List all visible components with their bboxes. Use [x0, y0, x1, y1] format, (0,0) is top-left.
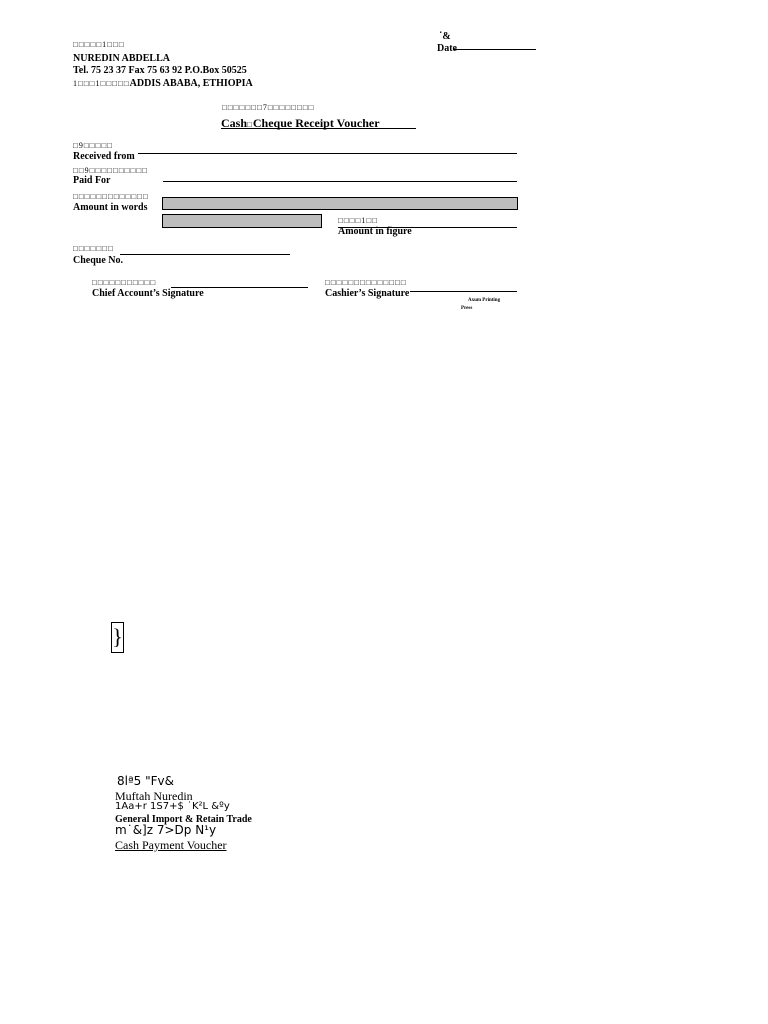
received-from-label: Received from [73, 151, 135, 162]
company-contact: Tel. 75 23 37 Fax 75 63 92 P.O.Box 50525 [73, 65, 247, 76]
amount-words-field[interactable] [162, 197, 518, 210]
footer-garbled-3: m˙&]z 7>Dp N¹y [115, 823, 217, 837]
cashier-signature-garbled: □□□□□□□□□□□□□□ [325, 278, 407, 287]
company-name: NUREDIN ABDELLA [73, 53, 170, 64]
chief-signature-garbled: □□□□□□□□□□□ [92, 278, 157, 287]
printer-credit-line2: Press [461, 306, 473, 311]
date-line[interactable] [453, 49, 536, 50]
address-text: ADDIS ABABA, ETHIOPIA [129, 78, 253, 89]
received-from-line[interactable] [138, 153, 517, 154]
address-garbled-prefix: 1□□□1□□□□□ [73, 79, 130, 88]
amount-words-label: Amount in words [73, 202, 148, 213]
footer-trade: General Import & Retain Trade [115, 814, 252, 825]
amount-words-field-second-line[interactable] [162, 214, 322, 228]
cashier-signature-label: Cashier’s Signature [325, 288, 410, 299]
printer-credit-line1: Axum Printing [468, 298, 501, 303]
title-underline [221, 128, 416, 129]
amount-figure-garbled: □□□□1□□ [338, 216, 378, 225]
company-address [73, 78, 253, 89]
cashier-signature-line[interactable] [410, 291, 517, 292]
amount-words-garbled: □□□□□□□□□□□□□ [73, 192, 149, 201]
footer-garbled-1: 8lª5 "Fv& [117, 774, 174, 788]
footer-voucher-title: Cash Payment Voucher [115, 838, 227, 852]
cheque-no-garbled: □□□□□□□ [73, 244, 114, 253]
header-garbled-text: □□□□□1□□□ [73, 40, 125, 49]
paid-for-line[interactable] [163, 181, 517, 182]
paid-for-garbled: □□9□□□□□□□□□□ [73, 166, 148, 175]
date-label: Date [437, 43, 457, 54]
bracket-glyph-box [111, 622, 124, 653]
title-cash: Cash [221, 116, 248, 130]
footer-garbled-2: 1Aa+r 1S7+$ ˙K²L &ºy [115, 801, 230, 812]
footer-name: Muftah Nuredin [115, 789, 193, 803]
paid-for-label: Paid For [73, 175, 111, 186]
amount-figure-label: Amount in figure [338, 226, 412, 237]
date-garbled: ˙& [439, 31, 451, 42]
chief-signature-label: Chief Account’s Signature [92, 288, 204, 299]
title-separator: □ [247, 120, 253, 129]
received-from-garbled: □9□□□□□ [73, 141, 113, 150]
cheque-no-label: Cheque No. [73, 255, 124, 266]
title-rest: Cheque Receipt Voucher [252, 116, 380, 130]
title-garbled: □□□□□□□7□□□□□□□□ [222, 103, 315, 112]
cheque-no-line[interactable] [120, 254, 290, 255]
bracket-glyph: } [112, 624, 123, 649]
